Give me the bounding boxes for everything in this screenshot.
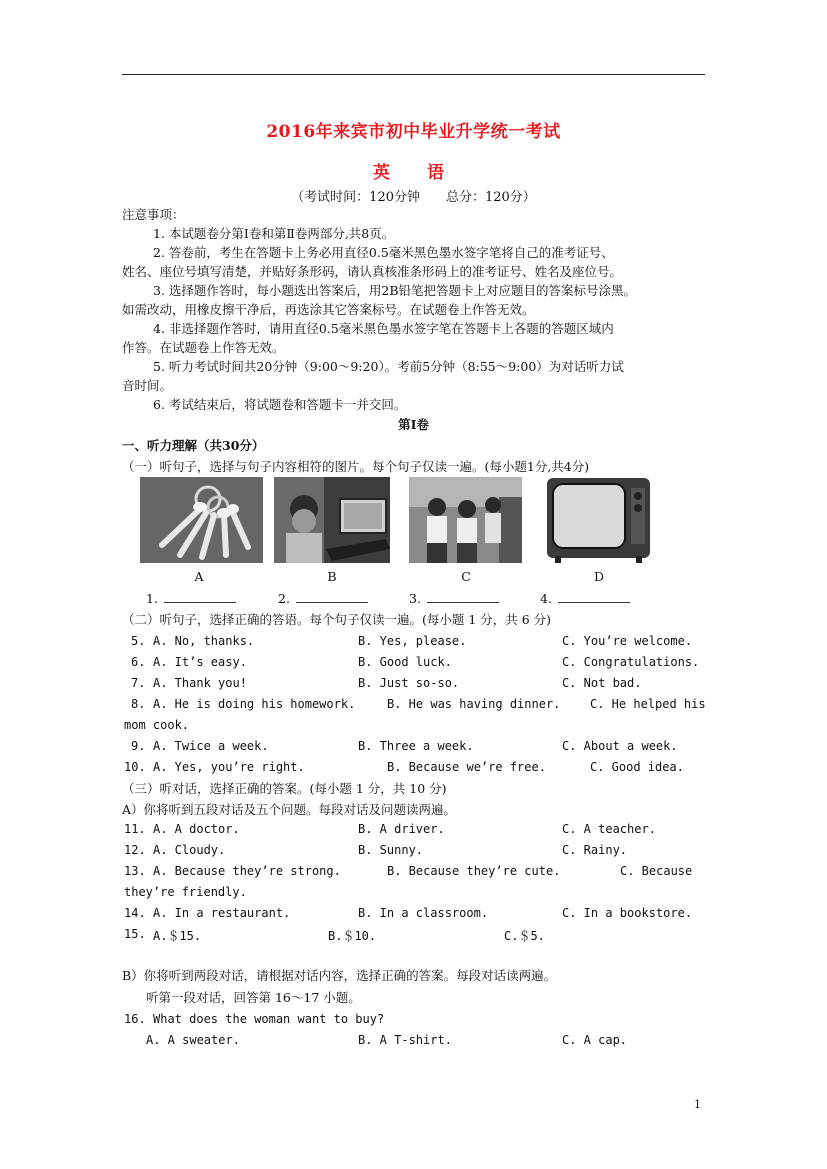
option-a: A. It’s easy. bbox=[153, 655, 247, 669]
question-number: 13. bbox=[124, 864, 146, 878]
note-line: 音时间。 bbox=[122, 378, 173, 393]
header-rule bbox=[122, 74, 705, 75]
note-line: 4. 非选择题作答时，请用直径0.5毫米黑色墨水签字笔在答题卡上各题的答题区域内 bbox=[153, 321, 614, 336]
option-b: B. In a classroom. bbox=[358, 906, 489, 920]
note-line: 6. 考试结束后，将试题卷和答题卡一并交回。 bbox=[153, 397, 407, 412]
sub3a-instruction: A）你将听到五段对话及五个问题。每段对话及问题读两遍。 bbox=[122, 802, 457, 817]
option-b: B. A driver. bbox=[358, 822, 445, 836]
note-line: 5. 听力考试时间共20分钟（9:00～9:20）。考前5分钟（8:55～9:00）为对话听力试 bbox=[153, 359, 624, 374]
option-c: C.＄5. bbox=[504, 929, 545, 943]
option-a: A. No, thanks. bbox=[153, 634, 255, 648]
sub3b-instruction: B）你将听到两段对话，请根据对话内容，选择正确的答案。每段对话读两遍。 bbox=[122, 968, 557, 983]
option-b: B. Three a week. bbox=[358, 739, 474, 753]
answer-blank: 2. bbox=[278, 590, 368, 606]
option-a: A. Because they’re strong. bbox=[153, 864, 341, 878]
question-number: 11. bbox=[124, 822, 146, 836]
question-stem: What does the woman want to buy? bbox=[153, 1012, 385, 1026]
television-photo bbox=[545, 476, 652, 564]
question-number: 12. bbox=[124, 843, 146, 857]
answer-blank: 3. bbox=[409, 590, 499, 606]
option-a: A. Twice a week. bbox=[153, 739, 269, 753]
option-a: A. He is doing his homework. bbox=[153, 697, 356, 711]
option-b: B. Good luck. bbox=[358, 655, 452, 669]
option-b: B. Sunny. bbox=[358, 843, 424, 857]
option-c: C. In a bookstore. bbox=[562, 906, 693, 920]
note-line: 作答。在试题卷上作答无效。 bbox=[122, 340, 285, 355]
option-a: A. Yes, you’re right. bbox=[153, 760, 305, 774]
boy-computer-photo bbox=[274, 477, 390, 563]
sub2-title: （二）听句子，选择正确的答语。每个句子仅读一遍。(每小题 1 分，共 6 分) bbox=[122, 612, 552, 627]
option-b: B. Yes, please. bbox=[358, 634, 467, 648]
option-a: A. A doctor. bbox=[153, 822, 240, 836]
note-line: 2. 答卷前，考生在答题卡上务必用直径0.5毫米黑色墨水签字笔将自己的准考证号、 bbox=[153, 245, 614, 260]
section-title: 一、听力理解（共30分） bbox=[122, 438, 265, 453]
question-number: 10. bbox=[124, 760, 146, 774]
option-a: A. In a restaurant. bbox=[153, 906, 291, 920]
answer-blank: 1. bbox=[146, 590, 236, 606]
sub1-title: （一）听句子，选择与句子内容相符的图片。每个句子仅读一遍。(每小题1分,共4分) bbox=[122, 459, 590, 474]
question-number: 15. bbox=[124, 927, 146, 941]
option-b: B. Because we’re free. bbox=[387, 760, 546, 774]
part1-label: 第Ⅰ卷 bbox=[398, 417, 429, 432]
picture-label: D bbox=[593, 569, 605, 584]
sub3b-first-dialogue: 听第一段对话，回答第 16～17 小题。 bbox=[146, 990, 361, 1005]
picture-label: A bbox=[194, 569, 204, 584]
question-number: 6. bbox=[131, 655, 146, 669]
subject-title: 英 语 bbox=[373, 163, 454, 183]
option-continuation: mom cook. bbox=[124, 718, 190, 732]
option-a: A. Cloudy. bbox=[153, 843, 226, 857]
schoolgirls-photo bbox=[409, 477, 522, 563]
option-c: C. Not bad. bbox=[562, 676, 642, 690]
option-c: C. He helped his bbox=[590, 697, 706, 711]
option-c: C. About a week. bbox=[562, 739, 678, 753]
option-b: B. He was having dinner. bbox=[387, 697, 561, 711]
option-b: B. A T-shirt. bbox=[358, 1033, 452, 1047]
question-number: 16. bbox=[124, 1012, 146, 1026]
question-number: 5. bbox=[131, 634, 146, 648]
note-line: 1. 本试题卷分第Ⅰ卷和第Ⅱ卷两部分,共8页。 bbox=[153, 226, 395, 241]
exam-title: 2016年来宾市初中毕业升学统一考试 bbox=[266, 122, 561, 142]
note-line: 如需改动，用橡皮擦干净后，再选涂其它答案标号。在试题卷上作答无效。 bbox=[122, 302, 535, 317]
option-b: B.＄10. bbox=[328, 929, 377, 943]
answer-blank: 4. bbox=[540, 590, 630, 606]
picture-label: B bbox=[327, 569, 337, 584]
option-c: C. Congratulations. bbox=[562, 655, 700, 669]
option-a: A. Thank you! bbox=[153, 676, 247, 690]
exam-info: （考试时间：120分钟 总分：120分） bbox=[291, 190, 536, 205]
option-c: C. A cap. bbox=[562, 1033, 628, 1047]
option-c: C. You’re welcome. bbox=[562, 634, 693, 648]
question-number: 8. bbox=[131, 697, 146, 711]
note-line: 3. 选择题作答时，每小题选出答案后，用2B铅笔把答题卡上对应题目的答案标号涂黑。 bbox=[153, 283, 637, 298]
option-a: A.＄15. bbox=[153, 929, 202, 943]
question-number: 14. bbox=[124, 906, 146, 920]
option-continuation: they’re friendly. bbox=[124, 885, 247, 899]
sub3-title: （三）听对话，选择正确的答案。(每小题 1 分，共 10 分) bbox=[122, 781, 447, 796]
keys-photo bbox=[140, 477, 263, 563]
question-number: 7. bbox=[131, 676, 146, 690]
option-b: B. Just so-so. bbox=[358, 676, 460, 690]
option-c: C. Rainy. bbox=[562, 843, 628, 857]
option-a: A. A sweater. bbox=[146, 1033, 240, 1047]
option-c: C. Because bbox=[620, 864, 693, 878]
page-number: 1 bbox=[694, 1098, 701, 1111]
notes-heading: 注意事项： bbox=[122, 207, 185, 222]
note-line: 姓名、座位号填写清楚，并贴好条形码，请认真核准条形码上的准考证号、姓名及座位号。 bbox=[122, 264, 623, 279]
option-c: C. Good idea. bbox=[590, 760, 684, 774]
picture-label: C bbox=[461, 569, 471, 584]
option-c: C. A teacher. bbox=[562, 822, 656, 836]
option-b: B. Because they’re cute. bbox=[387, 864, 561, 878]
question-number: 9. bbox=[131, 739, 146, 753]
